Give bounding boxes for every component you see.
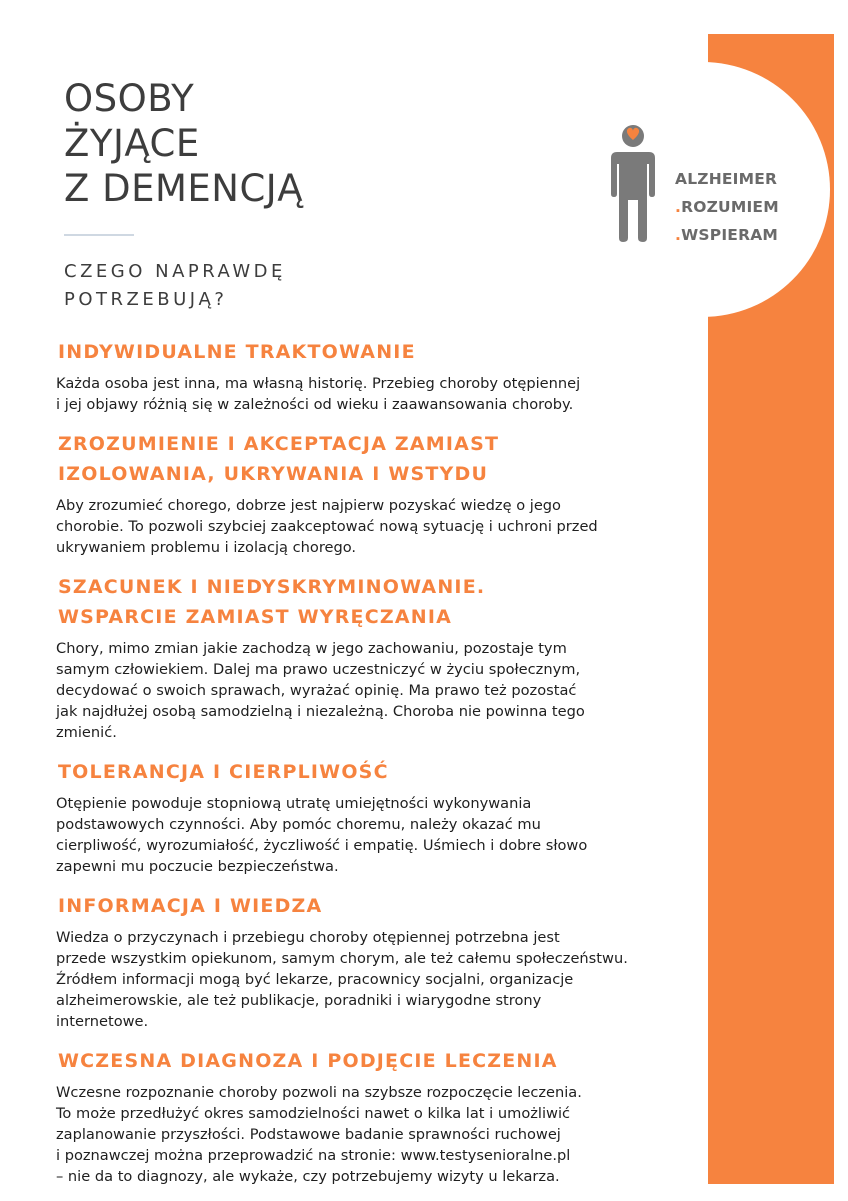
section-respect-support [56,572,676,743]
section-heading: SZACUNEK I NIEDYSKRYMINOWANIE. WSPARCIE ZAMIAST WYRĘCZANIA [58,576,486,628]
logo-line-alzheimer: ALZHEIMER [675,170,778,188]
page-title [64,76,303,211]
page-subtitle [64,258,286,314]
title-divider [64,234,134,236]
logo-text [675,165,779,249]
section-body: Wczesne rozpoznanie choroby pozwoli na szybsze rozpoczęcie leczenia. To może przedłużyć okres samodzielności nawet o kilka lat i umożliwić zaplanowanie przyszłości. Podstawowe badanie sprawności ruchowej i poznawczej można przeprowadzić na stronie: www.testysenioralne.pl – nie da to diagnozy, ale wykaże, czy potrzebujemy wizyty u lekarza. [56,1084,582,1185]
title-line: Z DEMENCJĄ [64,167,304,210]
subtitle-line: CZEGO NAPRAWDĘ [64,261,286,282]
logo-dot: . [675,226,682,244]
section-individual-treatment [56,337,676,415]
logo-line-rozumiem: .ROZUMIEM [675,198,779,216]
logo-dot: . [675,198,682,216]
section-heading: INDYWIDUALNE TRAKTOWANIE [58,341,416,363]
section-body: Chory, mimo zmian jakie zachodzą w jego zachowaniu, pozostaje tym samym człowiekiem. Dalej ma prawo uczestniczyć w życiu społecznym, decydować o swoich sprawach, wyrażać opinię. Ma prawo też pozostać jak najdłużej osobą samodzielną i niezależną. Choroba nie powinna tego zmienić. [56,640,585,741]
section-heading: TOLERANCJA I CIERPLIWOŚĆ [58,761,389,783]
title-line: OSOBY [64,77,195,120]
logo-line-wspieram: .WSPIERAM [675,226,779,244]
section-information-knowledge [56,891,676,1032]
section-understanding-acceptance [56,429,676,558]
section-heading: ZROZUMIENIE I AKCEPTACJA ZAMIAST IZOLOWANIA, UKRYWANIA I WSTYDU [58,433,500,485]
section-tolerance-patience [56,757,676,877]
subtitle-line: POTRZEBUJĄ? [64,289,228,310]
section-heading: WCZESNA DIAGNOZA I PODJĘCIE LECZENIA [58,1050,558,1072]
section-early-diagnosis [56,1046,676,1187]
section-heading: INFORMACJA I WIEDZA [58,895,323,917]
title-line: ŻYJĄCE [64,122,200,165]
section-body: Wiedza o przyczynach i przebiegu choroby otępiennej potrzebna jest przede wszystkim opiekunom, samym chorym, ale też całemu społeczeństwu. Źródłem informacji mogą być lekarze, pracownicy socjalni, organizacje alzheimerowskie, ale też publikacje, poradniki i wiarygodne strony internetowe. [56,929,628,1030]
section-body: Otępienie powoduje stopniową utratę umiejętności wykonywania podstawowych czynności. Aby pomóc choremu, należy okazać mu cierpliwość, wyrozumiałość, życzliwość i empatię. Uśmiech i dobre słowo zapewni mu poczucie bezpieczeństwa. [56,795,588,875]
sections-list [56,337,676,1201]
section-body: Każda osoba jest inna, ma własną historię. Przebieg choroby otępiennej i jej objawy różnią się w zależności od wieku i zaawansowania choroby. [56,375,581,413]
figure-torso [611,152,655,242]
section-body: Aby zrozumieć chorego, dobrze jest najpierw pozyskać wiedzę o jego chorobie. To pozwoli szybciej zaakceptować nową sytuację i uchroni przed ukrywaniem problemu i izolacją chorego. [56,497,598,556]
person-heart-icon [603,122,663,242]
